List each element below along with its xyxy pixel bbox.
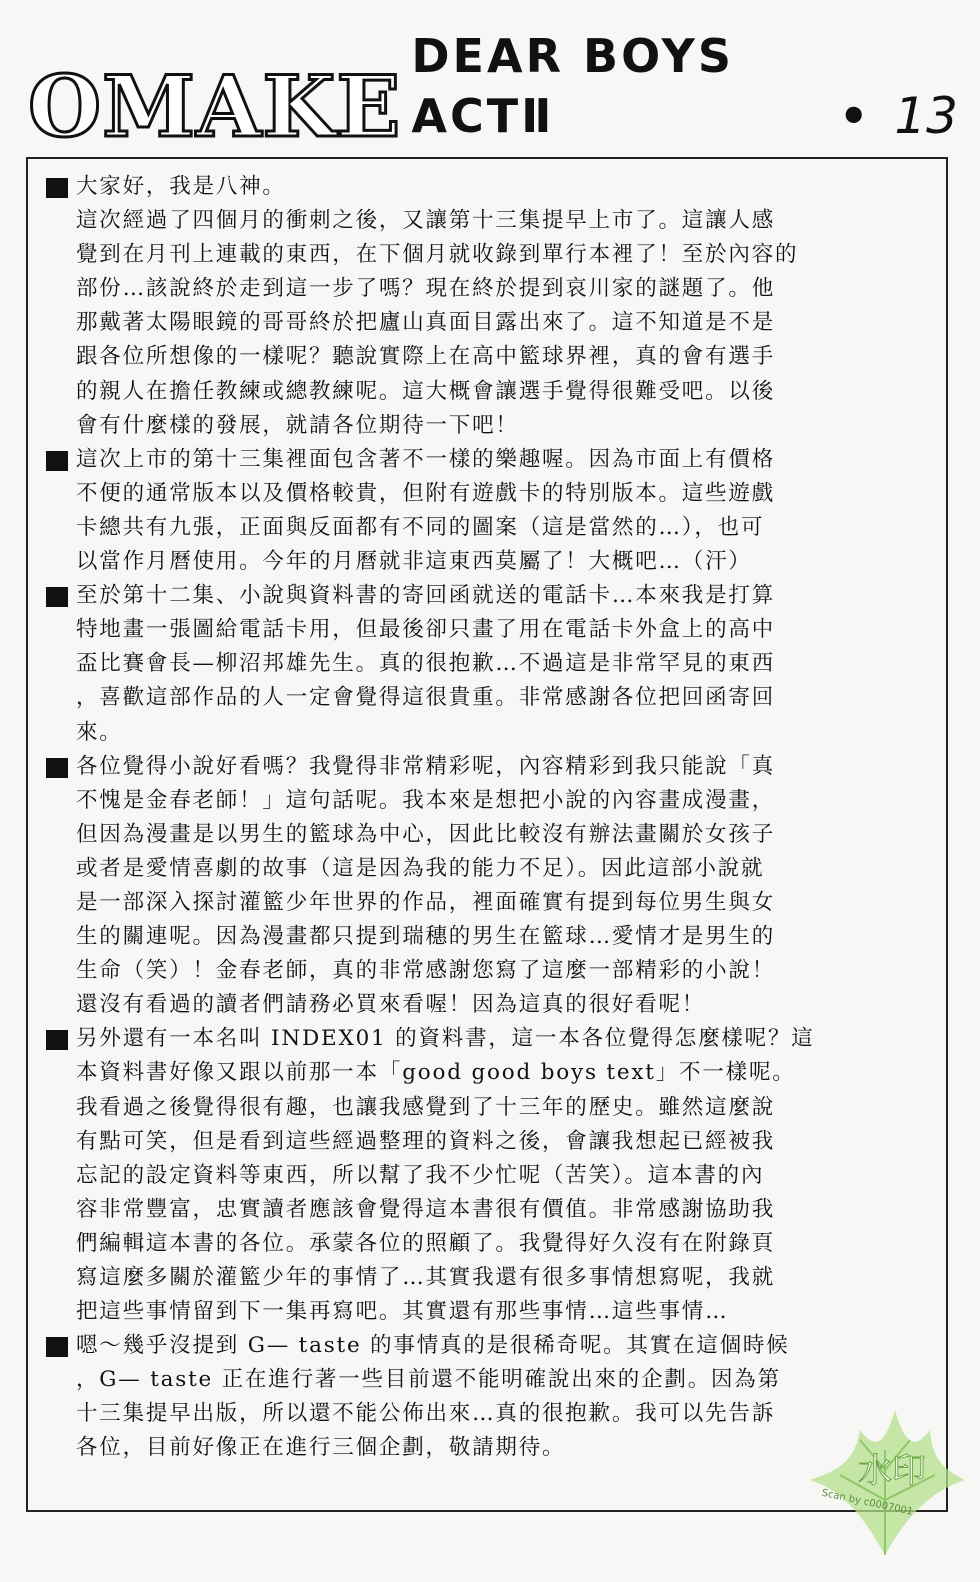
text-line: 以當作月曆使用。今年的月曆就非這東西莫屬了！大概吧…（汗） xyxy=(76,549,752,575)
text-line: 我看過之後覺得很有趣，也讓我感覺到了十三年的歷史。雖然這麼說 xyxy=(76,1094,776,1120)
omake-title: OMAKE xyxy=(28,57,402,156)
text-line: 另外還有一本名叫 INDEX01 的資料書，這一本各位覺得怎麼樣呢？這 xyxy=(76,1026,815,1052)
text-line: 部份…該說終於走到這一步了嗎？現在終於提到哀川家的謎題了。他 xyxy=(76,276,776,302)
text-line: 各位覺得小說好看嗎？我覺得非常精彩呢，內容精彩到我只能說「真 xyxy=(76,753,776,779)
text-line: ，喜歡這部作品的人一定會覺得這很貴重。非常感謝各位把回函寄回 xyxy=(76,685,776,711)
square-bullet-icon xyxy=(46,451,68,471)
text-line: 跟各位所想像的一樣呢？聽說實際上在高中籃球界裡，真的會有選手 xyxy=(76,344,776,370)
text-line: 不愧是金春老師！」這句話呢。我本來是想把小說的內容畫成漫畫， xyxy=(76,787,776,813)
text-line: 有點可笑，但是看到這些經過整理的資料之後，會讓我想起已經被我 xyxy=(76,1128,776,1154)
square-bullet-icon xyxy=(46,178,68,198)
text-line: 卡總共有九張，正面與反面都有不同的圖案（這是當然的…），也可 xyxy=(76,514,765,540)
watermark-text: 水印 xyxy=(858,1451,926,1491)
text-line: 大家好，我是八神。 xyxy=(76,174,286,199)
text-line: 那戴著太陽眼鏡的哥哥終於把廬山真面目露出來了。這不知道是不是 xyxy=(76,310,776,336)
paragraph xyxy=(46,443,906,579)
square-bullet-icon xyxy=(46,587,68,607)
text-line: 忘記的設定資料等東西，所以幫了我不少忙呢（苦笑）。這本書的內 xyxy=(76,1162,765,1188)
volume-number: 13 xyxy=(894,87,958,145)
text-line: 十三集提早出版，所以還不能公佈出來…真的很抱歉。我可以先告訴 xyxy=(76,1401,776,1427)
text-line: 容非常豐富，忠實讀者應該會覺得這本書很有價值。非常感謝協助我 xyxy=(76,1196,776,1222)
text-line: 但因為漫畫是以男生的籃球為中心，因此比較沒有辦法畫關於女孩子 xyxy=(76,821,776,847)
text-line: 各位，目前好像正在進行三個企劃，敬請期待。 xyxy=(76,1435,566,1461)
watermark-credit: Scan by c0007001 xyxy=(820,1487,914,1518)
paragraph xyxy=(46,170,906,443)
text-line: ，G— taste 正在進行著一些目前還不能明確說出來的企劃。因為第 xyxy=(76,1367,781,1393)
title-separator: • xyxy=(838,89,869,143)
text-line: 這次上市的第十三集裡面包含著不一樣的樂趣喔。因為市面上有價格 xyxy=(76,446,776,472)
afterword-body xyxy=(46,170,906,1466)
text-line: 會有什麼樣的發展，就請各位期待一下吧！ xyxy=(76,412,519,438)
text-line: 這次經過了四個月的衝刺之後，又讓第十三集提早上市了。這讓人感 xyxy=(76,208,776,234)
page-header xyxy=(28,29,958,156)
square-bullet-icon xyxy=(46,1337,68,1357)
paragraph xyxy=(46,579,906,749)
text-line: 覺到在月刊上連載的東西，在下個月就收錄到單行本裡了！至於內容的 xyxy=(76,242,799,268)
text-line: 或者是愛情喜劇的故事（這是因為我的能力不足）。因此這部小說就 xyxy=(76,855,765,881)
square-bullet-icon xyxy=(46,758,68,778)
text-line: 寫這麼多關於灌籃少年的事情了…其實我還有很多事情想寫呢，我就 xyxy=(76,1265,776,1290)
series-title: DEAR BOYS ACTⅡ xyxy=(411,29,734,143)
text-line: 的親人在擔任教練或總教練呢。這大概會讓選手覺得很難受吧。以後 xyxy=(76,378,776,404)
leaf-watermark-icon xyxy=(800,1390,970,1560)
text-line: 把這些事情留到下一集再寫吧。其實還有那些事情…這些事情… xyxy=(76,1299,729,1325)
paragraph xyxy=(46,750,906,1023)
paragraph xyxy=(46,1329,906,1465)
text-line: 盃比賽會長—柳沼邦雄先生。真的很抱歉…不過這是非常罕見的東西 xyxy=(76,651,776,677)
text-line: 還沒有看過的讀者們請務必買來看喔！因為這真的很好看呢！ xyxy=(76,992,706,1018)
text-line: 特地畫一張圖給電話卡用，但最後卻只畫了用在電話卡外盒上的高中 xyxy=(76,617,776,643)
text-line: 不便的通常版本以及價格較貴，但附有遊戲卡的特別版本。這些遊戲 xyxy=(76,480,776,506)
text-line: 本資料書好像又跟以前那一本「good good boys text」不一樣呢。 xyxy=(76,1060,796,1086)
text-line: 是一部深入探討灌籃少年世界的作品，裡面確實有提到每位男生與女 xyxy=(76,889,776,915)
text-line: 生的關連呢。因為漫畫都只提到瑞穗的男生在籃球…愛情才是男生的 xyxy=(76,924,776,950)
text-line: 嗯～幾乎沒提到 G— taste 的事情真的是很稀奇呢。其實在這個時候 xyxy=(76,1333,790,1359)
text-line: 來。 xyxy=(76,719,123,745)
square-bullet-icon xyxy=(46,1030,68,1050)
text-line: 們編輯這本書的各位。承蒙各位的照顧了。我覺得好久沒有在附錄頁 xyxy=(76,1230,776,1256)
text-line: 生命（笑）！金春老師，真的非常感謝您寫了這麼一部精彩的小說！ xyxy=(76,958,776,984)
text-line: 至於第十二集、小說與資料書的寄回函就送的電話卡…本來我是打算 xyxy=(76,583,776,609)
paragraph xyxy=(46,1022,906,1329)
